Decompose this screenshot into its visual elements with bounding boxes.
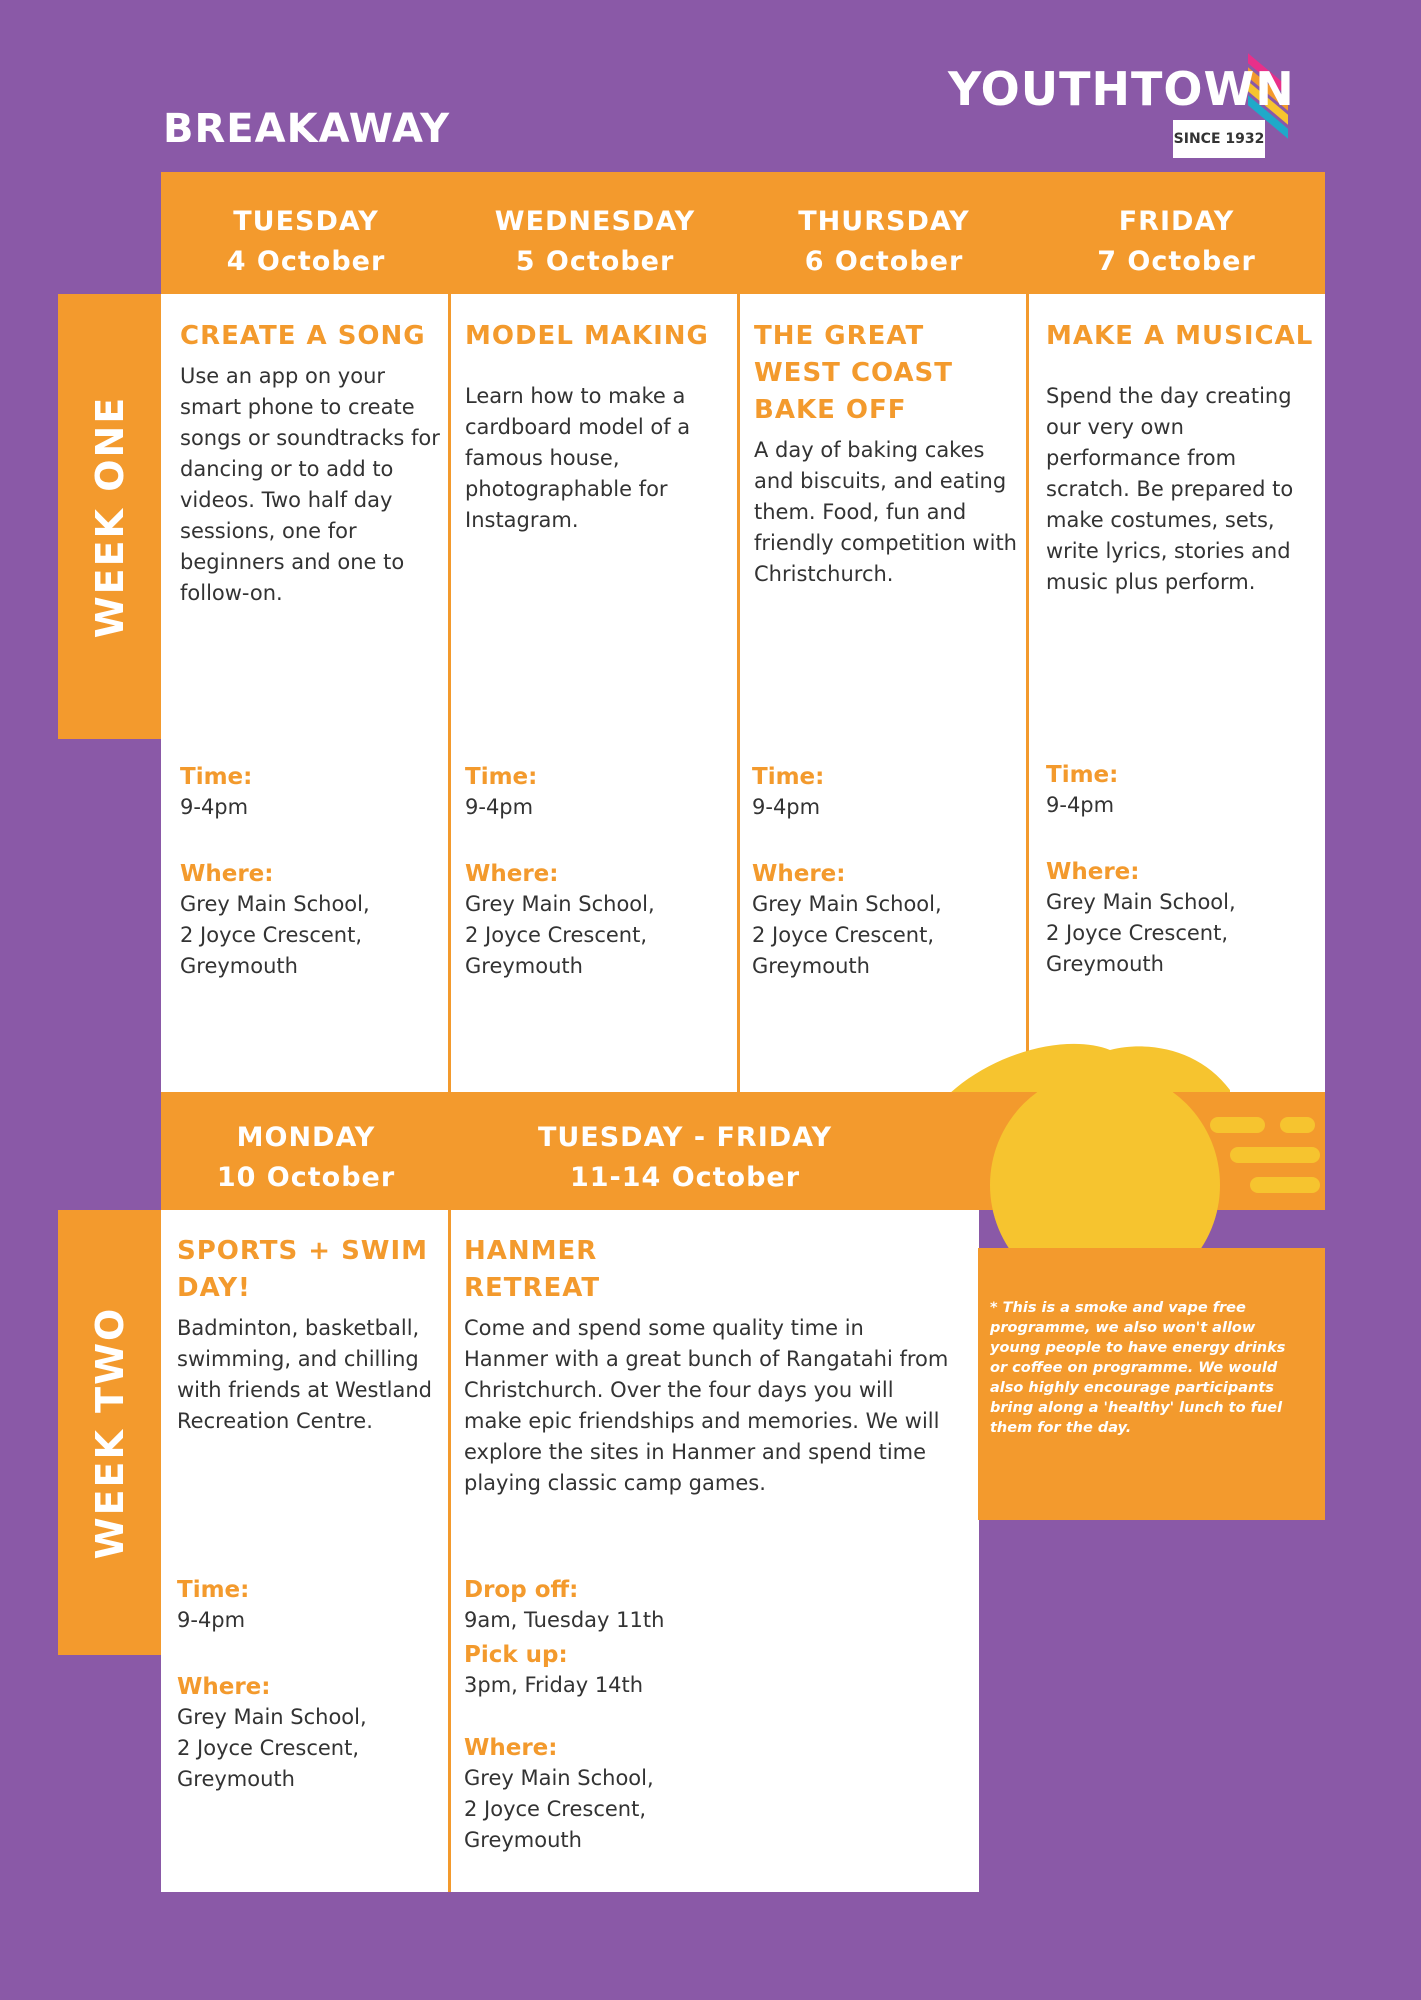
activity-hanmer-retreat	[464, 1233, 964, 1499]
activity-details	[177, 1575, 445, 1795]
time-label: Time:	[465, 764, 538, 790]
dropoff-value: 9am, Tuesday 11th	[464, 1608, 665, 1632]
where-label: Where:	[180, 861, 274, 887]
logo-since-badge: SINCE 1932	[1173, 120, 1265, 158]
smoke-free-note: * This is a smoke and vape free programme, we also won't allow young people to have energy drinks or coffee on programme. We would also highly encourage participants bring along a 'healthy' lunch to fuel them for the day.	[990, 1300, 1286, 1436]
youthtown-logo	[948, 62, 1328, 172]
activity-title: THE GREAT WEST COAST BAKE OFF	[754, 321, 954, 425]
day-heading: TUESDAY - FRIDAY 11-14 October	[537, 1122, 833, 1193]
where-value: Grey Main School, 2 Joyce Crescent, Greymouth	[1046, 890, 1236, 976]
where-value: Grey Main School, 2 Joyce Crescent, Greymouth	[464, 1766, 654, 1852]
where-value: Grey Main School, 2 Joyce Crescent, Greymouth	[465, 892, 655, 978]
day-heading: TUESDAY 4 October	[226, 206, 386, 277]
where-value: Grey Main School, 2 Joyce Crescent, Greymouth	[752, 892, 942, 978]
day-heading: WEDNESDAY 5 October	[494, 206, 696, 277]
column-divider	[448, 1210, 451, 1892]
activity-details	[465, 762, 730, 982]
time-value: 9-4pm	[465, 795, 534, 819]
day-heading: FRIDAY 7 October	[1097, 206, 1256, 277]
logo-wordmark: YOUTHTOWN	[948, 62, 1295, 116]
activity-description: A day of baking cakes and biscuits, and eating them. Food, fun and friendly competition with Christchurch.	[754, 438, 1017, 586]
activity-details	[180, 762, 442, 982]
activity-title: MODEL MAKING	[465, 321, 709, 351]
column-divider	[737, 294, 740, 1092]
time-label: Time:	[752, 764, 825, 790]
column-divider	[1026, 294, 1029, 1092]
column-divider	[448, 294, 451, 1092]
time-value: 9-4pm	[180, 795, 249, 819]
page-title: BREAKAWAY	[163, 106, 451, 152]
time-value: 9-4pm	[1046, 793, 1115, 817]
pickup-value: 3pm, Friday 14th	[464, 1673, 644, 1697]
where-label: Where:	[465, 861, 559, 887]
retreat-details	[464, 1575, 944, 1856]
activity-title: MAKE A MUSICAL	[1046, 321, 1314, 351]
activity-details	[1046, 760, 1316, 980]
week-two-tab	[58, 1210, 161, 1655]
where-value: Grey Main School, 2 Joyce Crescent, Greymouth	[180, 892, 370, 978]
activity-sports-swim-day	[177, 1233, 445, 1437]
week-two-label: WEEK TWO	[87, 1306, 132, 1559]
time-value: 9-4pm	[752, 795, 821, 819]
where-value: Grey Main School, 2 Joyce Crescent, Greymouth	[177, 1705, 367, 1791]
activity-create-a-song	[180, 318, 442, 609]
activity-description: Spend the day creating our very own performance from scratch. Be prepared to make costumes, sets, write lyrics, stories and music plus perform.	[1046, 384, 1294, 594]
activity-details	[752, 762, 1017, 982]
where-label: Where:	[752, 861, 846, 887]
day-heading: THURSDAY 6 October	[798, 206, 970, 277]
activity-title: CREATE A SONG	[180, 321, 426, 351]
where-label: Where:	[1046, 859, 1140, 885]
week-one-label: WEEK ONE	[87, 395, 132, 638]
time-value: 9-4pm	[177, 1608, 246, 1632]
time-label: Time:	[180, 764, 253, 790]
where-label: Where:	[464, 1735, 558, 1761]
day-heading: MONDAY 10 October	[216, 1122, 396, 1193]
activity-bake-off	[754, 318, 1019, 590]
activity-description: Use an app on your smart phone to create songs or soundtracks for dancing or to add to videos. Two half day sessions, one for beginners and one to follow-on.	[180, 364, 440, 605]
time-label: Time:	[177, 1577, 250, 1603]
activity-title: HANMER RETREAT	[464, 1236, 601, 1303]
pickup-label: Pick up:	[464, 1642, 568, 1668]
time-label: Time:	[1046, 762, 1119, 788]
activity-title: SPORTS + SWIM DAY!	[177, 1236, 429, 1303]
dropoff-label: Drop off:	[464, 1577, 579, 1603]
activity-description: Come and spend some quality time in Hanmer with a great bunch of Rangatahi from Christchurch. Over the four days you will make epic friendships and memories. We will explore the sites in Hanmer and spend time playing classic camp games.	[464, 1316, 949, 1495]
where-label: Where:	[177, 1674, 271, 1700]
week-one-tab	[58, 294, 161, 739]
activity-make-a-musical	[1046, 318, 1316, 598]
activity-description: Badminton, basketball, swimming, and chilling with friends at Westland Recreation Centre.	[177, 1316, 433, 1433]
activity-model-making	[465, 318, 730, 536]
activity-description: Learn how to make a cardboard model of a famous house, photographable for Instagram.	[465, 384, 691, 532]
